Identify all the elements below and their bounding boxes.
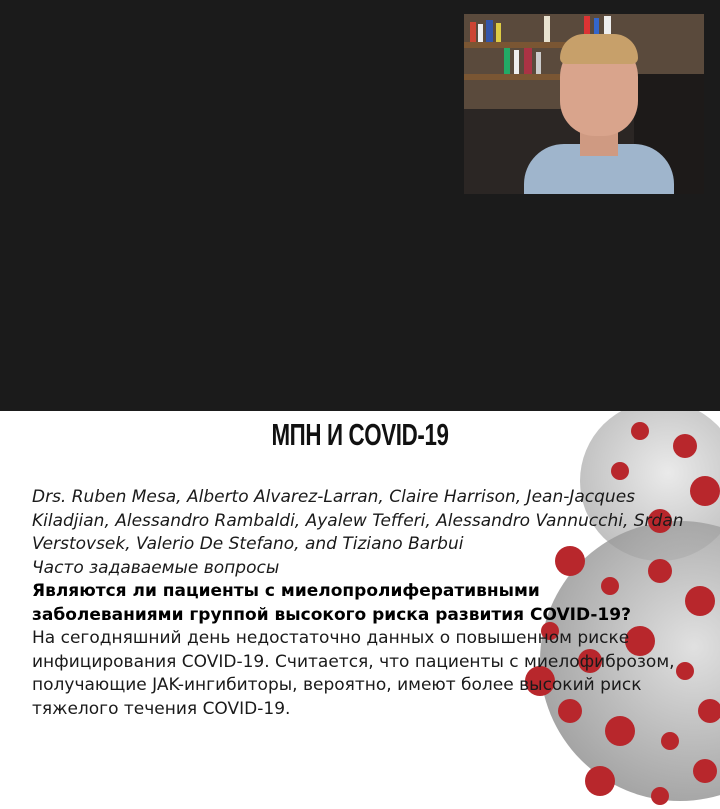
virus-spike (631, 422, 649, 440)
authors-list: Drs. Ruben Mesa, Alberto Alvarez-Larran, Claire Harrison, Jean-Jacques Kiladjian, Alessandro Rambaldi, Ayalew Tefferi, Alessandro Vannucchi, Srdan Verstovsek, Valerio De Stefano, and Tiziano Barbui (32, 487, 684, 554)
virus-spike (693, 759, 717, 783)
slide-body (32, 486, 692, 721)
faq-label: Часто задаваемые вопросы (32, 557, 280, 578)
webcam-feed[interactable] (464, 14, 704, 194)
slide-title: МПН И COVID-19 (271, 417, 449, 452)
virus-spike (611, 462, 629, 480)
virus-spike (651, 787, 669, 805)
virus-spike (661, 732, 679, 750)
virus-spike (690, 476, 720, 506)
faq-answer: На сегодняшний день недостаточно данных о повышенном риске инфицирования COVID-19. Считается, что пациенты с миелофиброзом, получающие JAK-ингибиторы, вероятно, имеют более высокий риск тяжелого течения COVID-19. (32, 628, 675, 719)
presentation-slide (0, 411, 720, 809)
virus-spike (585, 766, 615, 796)
faq-question: Являются ли пациенты с миелопролиферативными заболеваниями группой высокого риска развития COVID-19? (32, 581, 631, 625)
virus-spike (673, 434, 697, 458)
